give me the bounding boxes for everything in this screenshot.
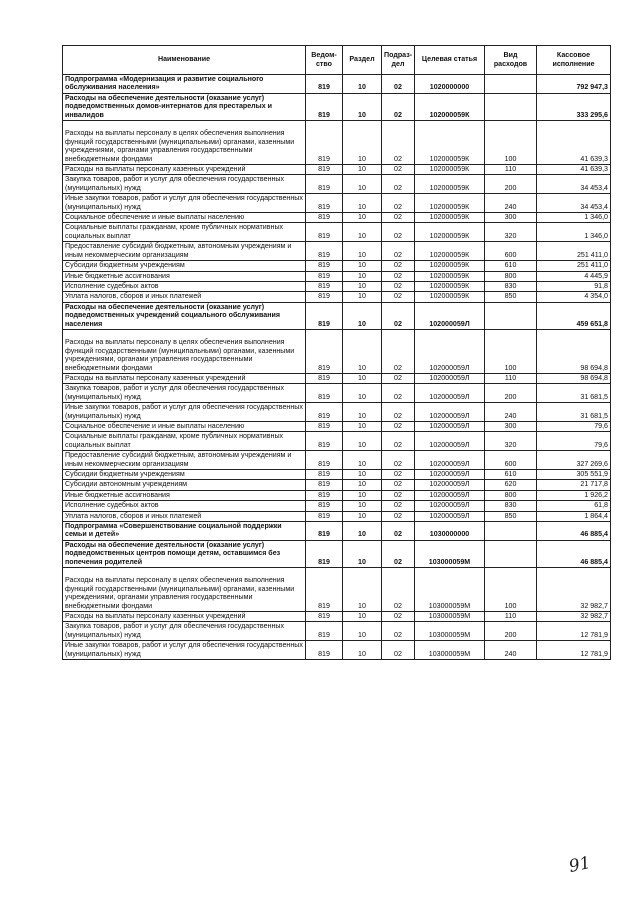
row-target-article: 103000059М	[415, 622, 485, 641]
row-amount: 61,8	[537, 501, 611, 511]
row-amount: 34 453,4	[537, 175, 611, 194]
table-row	[63, 432, 611, 451]
row-target-article: 1020000000	[415, 75, 485, 94]
row-podrazdel: 02	[382, 511, 415, 521]
row-vedomstvo: 819	[306, 522, 343, 541]
row-vedomstvo: 819	[306, 490, 343, 500]
row-razdel: 10	[343, 261, 382, 271]
row-expense-type	[485, 522, 537, 541]
row-razdel: 10	[343, 384, 382, 403]
table-row	[63, 470, 611, 480]
table-row	[63, 292, 611, 302]
row-podrazdel: 02	[382, 281, 415, 291]
row-vedomstvo: 819	[306, 93, 343, 120]
row-expense-type: 100	[485, 329, 537, 373]
row-razdel: 10	[343, 612, 382, 622]
row-razdel: 10	[343, 121, 382, 165]
row-razdel: 10	[343, 568, 382, 612]
row-expense-type: 850	[485, 292, 537, 302]
row-razdel: 10	[343, 242, 382, 261]
row-expense-type: 100	[485, 121, 537, 165]
row-vedomstvo: 819	[306, 470, 343, 480]
row-target-article: 102000059К	[415, 292, 485, 302]
row-name: Расходы на выплаты персоналу в целях обеспечения выполнения функций государственными (муниципальными) органами, казенными учреждениями, органами управления государственными внебюджетными фондами	[63, 568, 306, 612]
row-vedomstvo: 819	[306, 75, 343, 94]
row-podrazdel: 02	[382, 194, 415, 213]
table-row	[63, 329, 611, 373]
row-vedomstvo: 819	[306, 194, 343, 213]
row-razdel: 10	[343, 501, 382, 511]
row-name: Исполнение судебных актов	[63, 281, 306, 291]
row-razdel: 10	[343, 622, 382, 641]
row-vedomstvo: 819	[306, 213, 343, 223]
row-target-article: 102000059Л	[415, 329, 485, 373]
row-podrazdel: 02	[382, 75, 415, 94]
row-razdel: 10	[343, 75, 382, 94]
row-razdel: 10	[343, 540, 382, 567]
row-name: Субсидии бюджетным учреждениям	[63, 261, 306, 271]
row-expense-type	[485, 540, 537, 567]
row-razdel: 10	[343, 522, 382, 541]
row-name: Социальное обеспечение и иные выплаты населению	[63, 421, 306, 431]
row-vedomstvo: 819	[306, 271, 343, 281]
row-expense-type: 610	[485, 470, 537, 480]
row-razdel: 10	[343, 194, 382, 213]
row-vedomstvo: 819	[306, 302, 343, 329]
row-name: Социальное обеспечение и иные выплаты населению	[63, 213, 306, 223]
row-podrazdel: 02	[382, 421, 415, 431]
row-razdel: 10	[343, 223, 382, 242]
row-vedomstvo: 819	[306, 175, 343, 194]
row-target-article: 103000059М	[415, 568, 485, 612]
row-podrazdel: 02	[382, 384, 415, 403]
row-vedomstvo: 819	[306, 121, 343, 165]
row-vedomstvo: 819	[306, 292, 343, 302]
row-name: Закупка товаров, работ и услуг для обеспечения государственных (муниципальных) нужд	[63, 384, 306, 403]
row-razdel: 10	[343, 165, 382, 175]
table-row	[63, 271, 611, 281]
row-razdel: 10	[343, 292, 382, 302]
row-podrazdel: 02	[382, 93, 415, 120]
row-target-article: 102000059К	[415, 121, 485, 165]
row-target-article: 102000059Л	[415, 421, 485, 431]
row-razdel: 10	[343, 93, 382, 120]
row-name: Исполнение судебных актов	[63, 501, 306, 511]
row-amount: 12 781,9	[537, 622, 611, 641]
row-vedomstvo: 819	[306, 622, 343, 641]
row-target-article: 102000059Л	[415, 501, 485, 511]
row-podrazdel: 02	[382, 261, 415, 271]
row-amount: 1 346,0	[537, 213, 611, 223]
row-expense-type: 110	[485, 165, 537, 175]
row-name: Иные закупки товаров, работ и услуг для обеспечения государственных (муниципальных) нужд	[63, 641, 306, 660]
row-expense-type	[485, 93, 537, 120]
table-row	[63, 622, 611, 641]
row-expense-type: 200	[485, 384, 537, 403]
row-name: Расходы на выплаты персоналу казенных учреждений	[63, 373, 306, 383]
row-razdel: 10	[343, 451, 382, 470]
table-row	[63, 165, 611, 175]
row-target-article: 1030000000	[415, 522, 485, 541]
row-podrazdel: 02	[382, 175, 415, 194]
row-target-article: 102000059К	[415, 271, 485, 281]
row-amount: 46 885,4	[537, 540, 611, 567]
row-name: Расходы на обеспечение деятельности (оказание услуг) подведомственных домов-интернатов для престарелых и инвалидов	[63, 93, 306, 120]
table-row	[63, 194, 611, 213]
row-amount: 333 295,6	[537, 93, 611, 120]
row-target-article: 102000059Л	[415, 480, 485, 490]
row-vedomstvo: 819	[306, 384, 343, 403]
row-expense-type	[485, 75, 537, 94]
row-target-article: 102000059К	[415, 281, 485, 291]
row-podrazdel: 02	[382, 292, 415, 302]
row-podrazdel: 02	[382, 165, 415, 175]
table-row	[63, 522, 611, 541]
row-target-article: 102000059К	[415, 175, 485, 194]
row-expense-type: 830	[485, 501, 537, 511]
row-name: Предоставление субсидий бюджетным, автономным учреждениям и иным некоммерческим организациям	[63, 451, 306, 470]
row-target-article: 102000059Л	[415, 384, 485, 403]
row-podrazdel: 02	[382, 470, 415, 480]
row-target-article: 103000059М	[415, 641, 485, 660]
row-name: Подпрограмма «Совершенствование социальной поддержки семьи и детей»	[63, 522, 306, 541]
row-amount: 98 694,8	[537, 373, 611, 383]
row-amount: 4 445,9	[537, 271, 611, 281]
table-row	[63, 261, 611, 271]
row-name: Расходы на выплаты персоналу казенных учреждений	[63, 612, 306, 622]
row-amount: 327 269,6	[537, 451, 611, 470]
row-target-article: 102000059К	[415, 194, 485, 213]
row-amount: 34 453,4	[537, 194, 611, 213]
row-vedomstvo: 819	[306, 432, 343, 451]
table-row	[63, 451, 611, 470]
row-podrazdel: 02	[382, 403, 415, 422]
row-amount: 12 781,9	[537, 641, 611, 660]
row-name: Закупка товаров, работ и услуг для обеспечения государственных (муниципальных) нужд	[63, 622, 306, 641]
row-podrazdel: 02	[382, 622, 415, 641]
header-vedomstvo: Ведом-ство	[306, 46, 343, 75]
row-vedomstvo: 819	[306, 223, 343, 242]
row-vedomstvo: 819	[306, 568, 343, 612]
row-target-article: 102000059Л	[415, 470, 485, 480]
row-podrazdel: 02	[382, 451, 415, 470]
row-razdel: 10	[343, 470, 382, 480]
row-podrazdel: 02	[382, 490, 415, 500]
row-vedomstvo: 819	[306, 403, 343, 422]
row-podrazdel: 02	[382, 540, 415, 567]
row-amount: 1 864,4	[537, 511, 611, 521]
row-target-article: 102000059К	[415, 242, 485, 261]
row-amount: 79,6	[537, 432, 611, 451]
row-amount: 792 947,3	[537, 75, 611, 94]
row-expense-type: 100	[485, 568, 537, 612]
table-row	[63, 612, 611, 622]
row-expense-type: 600	[485, 242, 537, 261]
row-expense-type: 620	[485, 480, 537, 490]
table-row	[63, 501, 611, 511]
table-row	[63, 490, 611, 500]
row-razdel: 10	[343, 281, 382, 291]
row-amount: 41 639,3	[537, 165, 611, 175]
row-expense-type: 240	[485, 403, 537, 422]
row-expense-type: 200	[485, 622, 537, 641]
row-amount: 251 411,0	[537, 261, 611, 271]
row-razdel: 10	[343, 213, 382, 223]
row-vedomstvo: 819	[306, 501, 343, 511]
row-amount: 31 681,5	[537, 384, 611, 403]
row-podrazdel: 02	[382, 612, 415, 622]
row-podrazdel: 02	[382, 121, 415, 165]
table-row	[63, 121, 611, 165]
row-amount: 31 681,5	[537, 403, 611, 422]
row-amount: 459 651,8	[537, 302, 611, 329]
row-name: Уплата налогов, сборов и иных платежей	[63, 292, 306, 302]
row-name: Иные закупки товаров, работ и услуг для обеспечения государственных (муниципальных) нужд	[63, 403, 306, 422]
row-vedomstvo: 819	[306, 451, 343, 470]
row-amount: 46 885,4	[537, 522, 611, 541]
page-number: 91	[567, 852, 593, 878]
row-expense-type: 600	[485, 451, 537, 470]
row-vedomstvo: 819	[306, 373, 343, 383]
table-header-row	[63, 46, 611, 75]
row-razdel: 10	[343, 641, 382, 660]
table-row	[63, 223, 611, 242]
row-name: Расходы на обеспечение деятельности (оказание услуг) подведомственных центров помощи детям, оставшимся без попечения родителей	[63, 540, 306, 567]
row-podrazdel: 02	[382, 432, 415, 451]
header-podrazdel: Подраз-дел	[382, 46, 415, 75]
row-expense-type: 300	[485, 213, 537, 223]
row-amount: 1 346,0	[537, 223, 611, 242]
row-name: Иные бюджетные ассигнования	[63, 490, 306, 500]
row-expense-type: 610	[485, 261, 537, 271]
row-podrazdel: 02	[382, 501, 415, 511]
row-amount: 91,8	[537, 281, 611, 291]
row-vedomstvo: 819	[306, 165, 343, 175]
row-amount: 4 354,0	[537, 292, 611, 302]
row-expense-type: 850	[485, 511, 537, 521]
row-podrazdel: 02	[382, 223, 415, 242]
row-podrazdel: 02	[382, 522, 415, 541]
row-vedomstvo: 819	[306, 612, 343, 622]
table-row	[63, 480, 611, 490]
row-name: Расходы на выплаты персоналу в целях обеспечения выполнения функций государственными (муниципальными) органами, казенными учреждениями, органами управления государственными внебюджетными фондами	[63, 329, 306, 373]
row-podrazdel: 02	[382, 373, 415, 383]
row-target-article: 102000059К	[415, 261, 485, 271]
table-row	[63, 242, 611, 261]
row-vedomstvo: 819	[306, 480, 343, 490]
row-vedomstvo: 819	[306, 281, 343, 291]
row-target-article: 103000059М	[415, 612, 485, 622]
header-target-article: Целевая статья	[415, 46, 485, 75]
row-podrazdel: 02	[382, 271, 415, 281]
row-amount: 251 411,0	[537, 242, 611, 261]
row-target-article: 102000059К	[415, 165, 485, 175]
row-expense-type: 300	[485, 421, 537, 431]
row-podrazdel: 02	[382, 641, 415, 660]
row-target-article: 102000059Л	[415, 432, 485, 451]
table-row	[63, 568, 611, 612]
row-vedomstvo: 819	[306, 540, 343, 567]
table-row	[63, 302, 611, 329]
row-vedomstvo: 819	[306, 511, 343, 521]
header-expense-type: Вид расходов	[485, 46, 537, 75]
table-row	[63, 281, 611, 291]
row-amount: 32 982,7	[537, 568, 611, 612]
row-razdel: 10	[343, 511, 382, 521]
row-podrazdel: 02	[382, 329, 415, 373]
row-razdel: 10	[343, 329, 382, 373]
row-name: Социальные выплаты гражданам, кроме публичных нормативных социальных выплат	[63, 432, 306, 451]
table-row	[63, 641, 611, 660]
row-name: Расходы на выплаты персоналу в целях обеспечения выполнения функций государственными (муниципальными) органами, казенными учреждениями, органами управления государственными внебюджетными фондами	[63, 121, 306, 165]
row-expense-type: 240	[485, 641, 537, 660]
row-target-article: 102000059Л	[415, 403, 485, 422]
table-row	[63, 421, 611, 431]
row-razdel: 10	[343, 432, 382, 451]
row-razdel: 10	[343, 373, 382, 383]
table-row	[63, 75, 611, 94]
row-vedomstvo: 819	[306, 242, 343, 261]
row-podrazdel: 02	[382, 568, 415, 612]
row-razdel: 10	[343, 421, 382, 431]
row-amount: 98 694,8	[537, 329, 611, 373]
row-target-article: 102000059Л	[415, 511, 485, 521]
row-target-article: 103000059М	[415, 540, 485, 567]
row-expense-type: 800	[485, 490, 537, 500]
row-target-article: 102000059К	[415, 93, 485, 120]
row-razdel: 10	[343, 302, 382, 329]
row-expense-type: 320	[485, 223, 537, 242]
row-amount: 79,6	[537, 421, 611, 431]
row-podrazdel: 02	[382, 302, 415, 329]
row-expense-type: 830	[485, 281, 537, 291]
row-expense-type: 200	[485, 175, 537, 194]
table-row	[63, 540, 611, 567]
row-name: Расходы на выплаты персоналу казенных учреждений	[63, 165, 306, 175]
row-name: Социальные выплаты гражданам, кроме публичных нормативных социальных выплат	[63, 223, 306, 242]
row-target-article: 102000059Л	[415, 302, 485, 329]
table-row	[63, 511, 611, 521]
row-target-article: 102000059Л	[415, 373, 485, 383]
table-row	[63, 175, 611, 194]
table-row	[63, 384, 611, 403]
table-row	[63, 213, 611, 223]
row-target-article: 102000059К	[415, 213, 485, 223]
row-amount: 21 717,8	[537, 480, 611, 490]
row-target-article: 102000059Л	[415, 451, 485, 470]
row-name: Иные бюджетные ассигнования	[63, 271, 306, 281]
table-row	[63, 373, 611, 383]
header-name: Наименование	[63, 46, 306, 75]
row-name: Субсидии автономным учреждениям	[63, 480, 306, 490]
budget-table	[62, 45, 611, 660]
row-name: Предоставление субсидий бюджетным, автономным учреждениям и иным некоммерческим организациям	[63, 242, 306, 261]
row-amount: 41 639,3	[537, 121, 611, 165]
row-expense-type: 110	[485, 612, 537, 622]
row-name: Субсидии бюджетным учреждениям	[63, 470, 306, 480]
row-podrazdel: 02	[382, 480, 415, 490]
row-amount: 32 982,7	[537, 612, 611, 622]
row-amount: 305 551,9	[537, 470, 611, 480]
row-expense-type: 800	[485, 271, 537, 281]
row-amount: 1 926,2	[537, 490, 611, 500]
row-name: Расходы на обеспечение деятельности (оказание услуг) подведомственных учреждений социального обслуживания населения	[63, 302, 306, 329]
table-row	[63, 93, 611, 120]
row-vedomstvo: 819	[306, 329, 343, 373]
row-razdel: 10	[343, 175, 382, 194]
row-expense-type: 320	[485, 432, 537, 451]
row-vedomstvo: 819	[306, 641, 343, 660]
header-cash-execution: Кассовое исполнение	[537, 46, 611, 75]
row-vedomstvo: 819	[306, 261, 343, 271]
row-name: Подпрограмма «Модернизация и развитие социального обслуживания населения»	[63, 75, 306, 94]
row-name: Закупка товаров, работ и услуг для обеспечения государственных (муниципальных) нужд	[63, 175, 306, 194]
row-name: Уплата налогов, сборов и иных платежей	[63, 511, 306, 521]
row-target-article: 102000059К	[415, 223, 485, 242]
header-razdel: Раздел	[343, 46, 382, 75]
row-razdel: 10	[343, 490, 382, 500]
row-razdel: 10	[343, 271, 382, 281]
row-razdel: 10	[343, 403, 382, 422]
row-podrazdel: 02	[382, 242, 415, 261]
row-expense-type: 240	[485, 194, 537, 213]
row-target-article: 102000059Л	[415, 490, 485, 500]
row-razdel: 10	[343, 480, 382, 490]
row-vedomstvo: 819	[306, 421, 343, 431]
row-expense-type: 110	[485, 373, 537, 383]
row-name: Иные закупки товаров, работ и услуг для обеспечения государственных (муниципальных) нужд	[63, 194, 306, 213]
row-expense-type	[485, 302, 537, 329]
table-row	[63, 403, 611, 422]
row-podrazdel: 02	[382, 213, 415, 223]
